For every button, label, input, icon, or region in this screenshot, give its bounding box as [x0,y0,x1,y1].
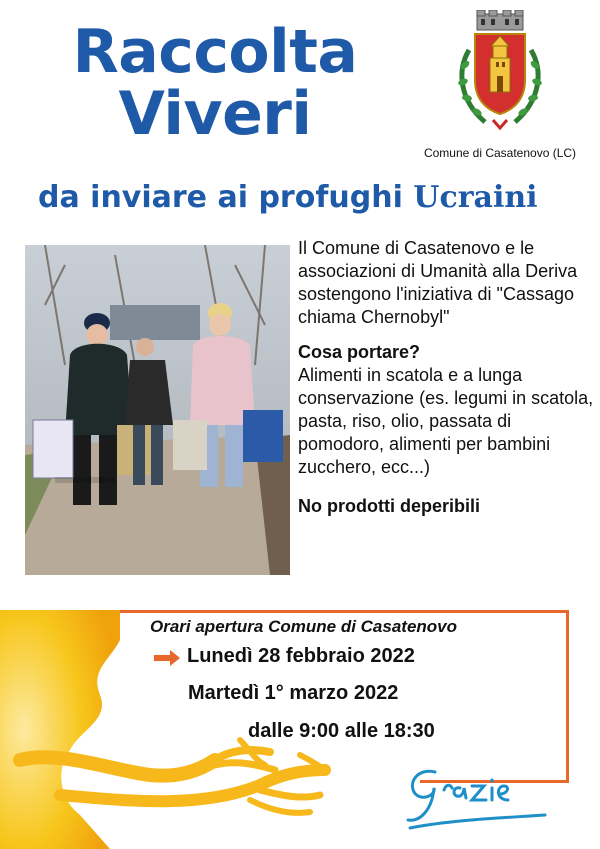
info-text [298,237,598,518]
subtitle-part-1: da inviare ai profughi [38,180,414,215]
what-to-bring-heading: Cosa portare? [298,342,421,362]
grazie-signature-icon [400,760,550,835]
subtitle-part-2: Ucraini [413,180,538,215]
refugees-photo [25,245,290,575]
opening-day-2: Martedì 1° marzo 2022 [188,682,399,704]
hours-title: Orari apertura Comune di Casatenovo [150,617,458,636]
opening-time: dalle 9:00 alle 18:30 [248,720,435,742]
title-line-1: Raccolta [72,17,358,87]
opening-day-1: Lunedì 28 febbraio 2022 [187,645,415,667]
poster-title [0,17,430,149]
items-paragraph: Alimenti in scatola e a lunga conservazione (es. legumi in scatola, pasta, riso, olio, passata di pomodoro, alimenti per bambini zucchero, ecc...) [298,365,594,477]
arrow-right-icon [152,648,182,668]
poster-subtitle [38,180,598,215]
intro-paragraph: Il Comune di Casatenovo e le associazioni di Umanità alla Deriva sostengono l'iniziativa di "Cassago chiama Chernobyl" [298,238,578,327]
crest-caption: Comune di Casatenovo (LC) [423,146,577,160]
no-perishables-note: No prodotti deperibili [298,496,480,516]
title-line-2: Viveri [118,79,312,149]
municipal-crest-icon [455,10,545,140]
